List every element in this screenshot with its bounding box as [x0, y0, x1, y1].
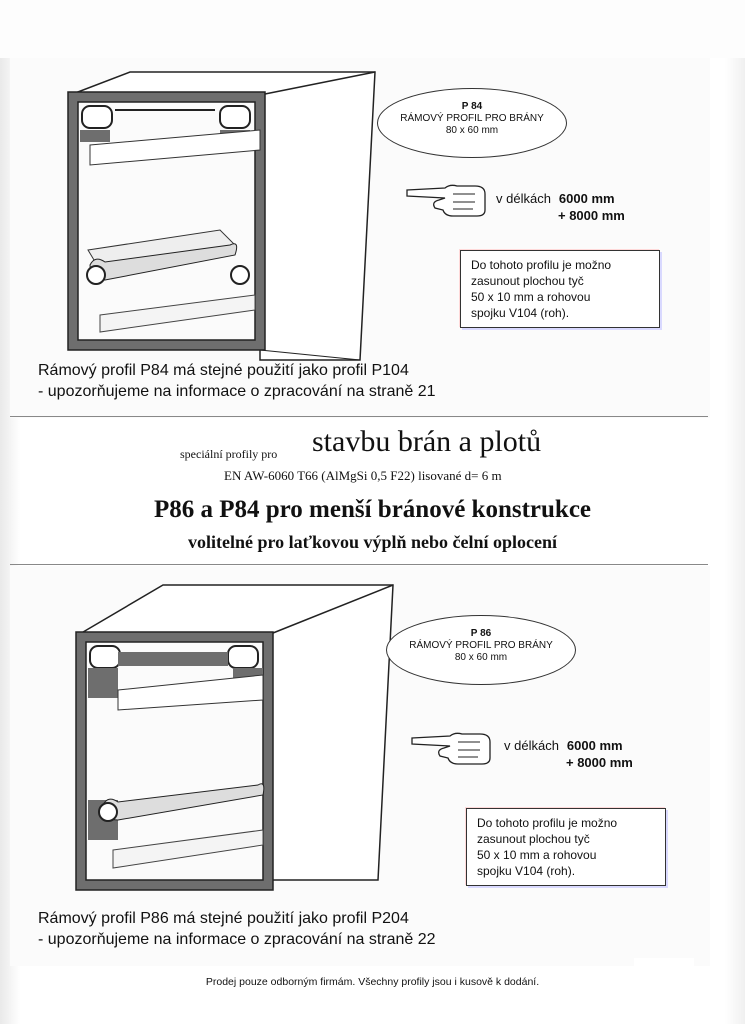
headline: P86 a P84 pro menší bránové konstrukce [153, 496, 592, 523]
length-value-2: + 8000 mm [566, 755, 633, 770]
profile-title: RÁMOVÝ PROFIL PRO BRÁNY [400, 113, 544, 124]
profile-p86-info-box [466, 808, 666, 886]
length-value-2: + 8000 mm [558, 208, 625, 223]
subheadline: volitelné pro laťkovou výplň nebo čelní oplocení [187, 532, 558, 552]
divider-line [10, 416, 708, 417]
length-value-1: 6000 mm [566, 738, 623, 753]
divider-line [10, 564, 708, 565]
profile-p84-caption [38, 360, 436, 402]
profile-p84-drawing [60, 70, 380, 370]
profile-p84-info-box [460, 250, 660, 328]
pointing-hand-icon [410, 728, 495, 766]
caption-line: - upozorňujeme na informace o zpracování na straně 21 [38, 383, 436, 400]
info-line: Do tohoto profilu je možno [477, 816, 618, 830]
info-line: spojku V104 (roh). [471, 306, 570, 320]
length-value-1: 6000 mm [558, 191, 615, 206]
info-line: zasunout plochou tyč [477, 832, 590, 846]
main-title: stavbu brán a plotů [312, 425, 542, 458]
profile-p86-drawing [68, 580, 398, 900]
lengths-label: v délkách [504, 738, 559, 753]
info-line: zasunout plochou tyč [471, 274, 584, 288]
profile-p86-lengths [504, 737, 633, 771]
material-spec: EN AW-6060 T66 (AlMgSi 0,5 F22) lisované d= 6 m [224, 468, 502, 483]
caption-line: Rámový profil P84 má stejné použití jako profil P104 [38, 362, 409, 379]
blank-patch [634, 958, 694, 1002]
caption-line: Rámový profil P86 má stejné použití jako profil P204 [38, 910, 409, 927]
profile-size: 80 x 60 mm [454, 652, 508, 663]
profile-p84-lengths [496, 190, 625, 224]
intro-text: speciální profily pro [180, 447, 278, 461]
info-line: 50 x 10 mm a rohovou [471, 290, 591, 304]
profile-code: P 86 [470, 628, 492, 639]
info-line: Do tohoto profilu je možno [471, 258, 612, 272]
top-margin [0, 0, 745, 58]
info-line: spojku V104 (roh). [477, 864, 576, 878]
lengths-label: v délkách [496, 191, 551, 206]
pointing-hand-icon [405, 180, 490, 218]
profile-p86-label [386, 615, 576, 685]
info-line: 50 x 10 mm a rohovou [477, 848, 597, 862]
profile-title: RÁMOVÝ PROFIL PRO BRÁNY [409, 640, 553, 651]
profile-p86-caption [38, 908, 436, 950]
caption-line: - upozorňujeme na informace o zpracování na straně 22 [38, 931, 436, 948]
profile-size: 80 x 60 mm [445, 125, 499, 136]
profile-code: P 84 [461, 101, 483, 112]
footer-note: Prodej pouze odborným firmám. Všechny profily jsou i kusově k dodání. [205, 976, 540, 988]
profile-p84-label [377, 88, 567, 158]
